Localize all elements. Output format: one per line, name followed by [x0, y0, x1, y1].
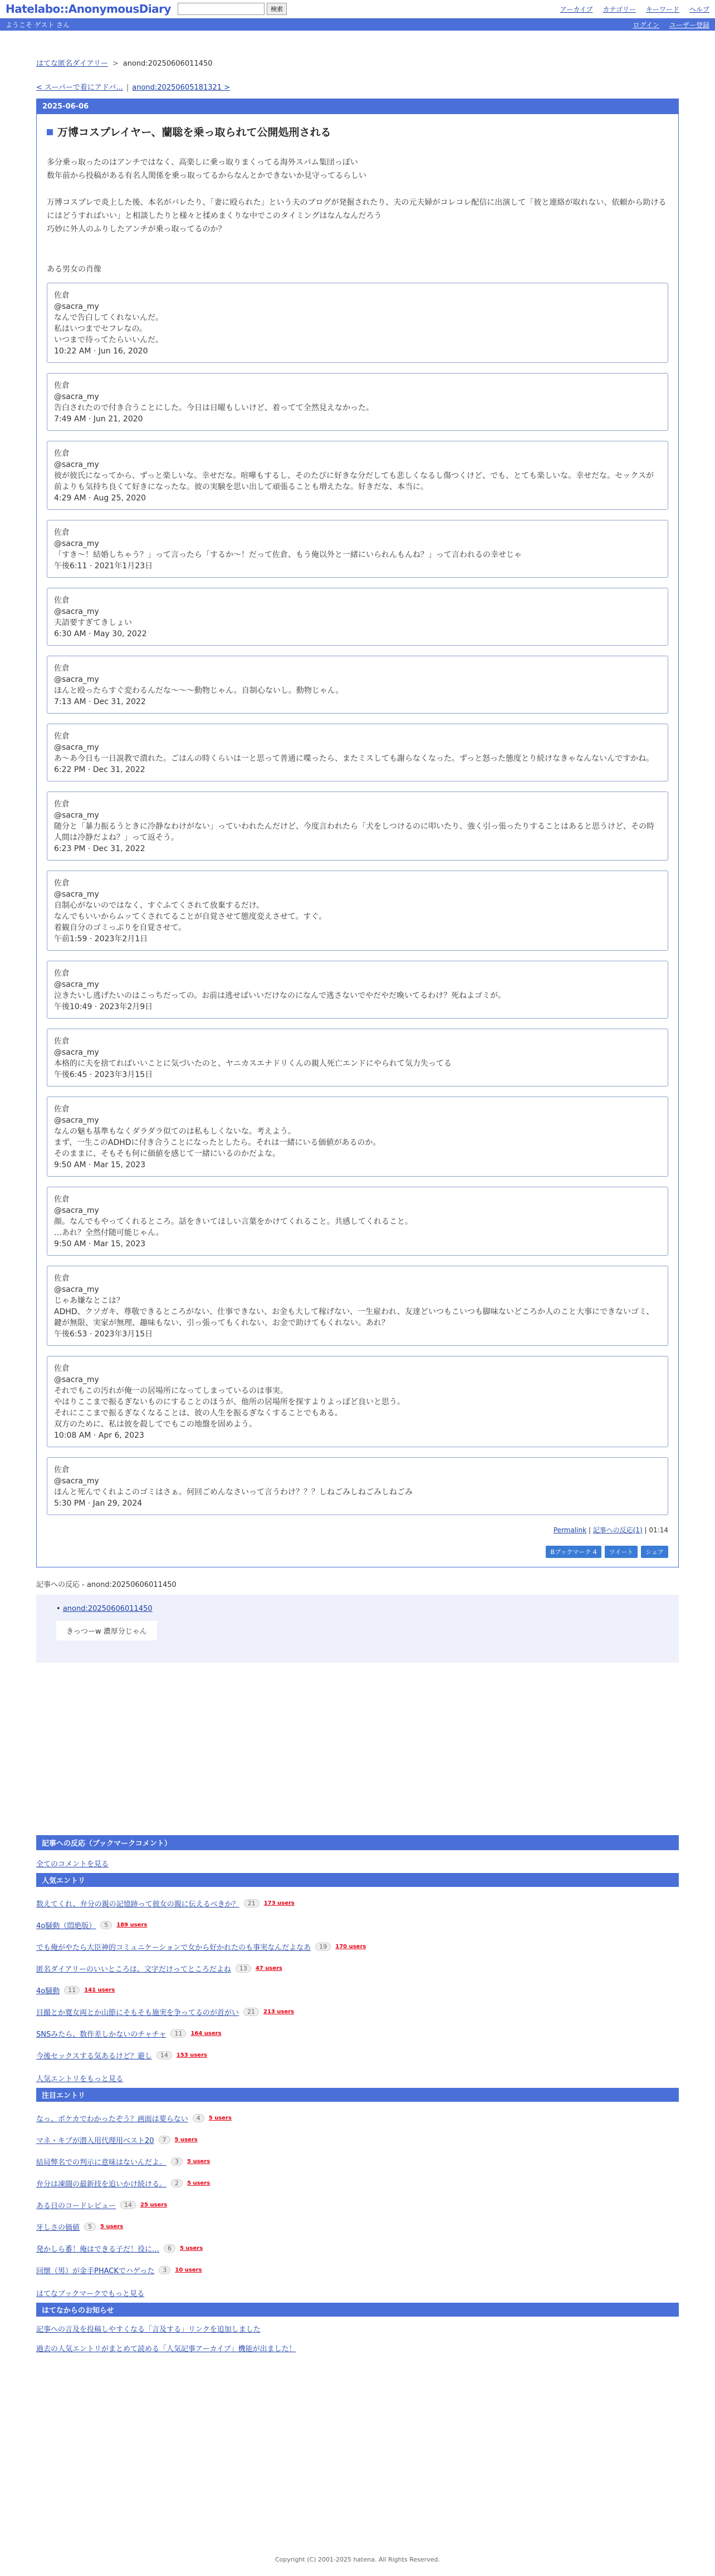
top-links [560, 4, 709, 14]
tweet-time: 午前1:59 · 2023年2月1日 [54, 935, 148, 943]
tweet-line: いつまで待ってたらいいんだ。 [54, 336, 163, 345]
greeting: ようこそ ゲスト さん [6, 21, 70, 29]
tweet-line: 私はいつまでセフレなの。 [54, 325, 147, 333]
comment-count-badge[interactable]: 2 [171, 2179, 183, 2187]
tweet-button[interactable]: ツイート [605, 1546, 638, 1558]
day-section [36, 99, 679, 1567]
comment-count-badge[interactable]: 11 [170, 2029, 186, 2038]
tweet-name: 佐倉 [54, 596, 70, 605]
tweet-handle: @sacra_my [54, 743, 99, 752]
users-count[interactable]: 10 users [175, 2267, 202, 2273]
permalink[interactable]: Permalink [553, 1526, 587, 1534]
intro-line: 巧妙に外人のふりしたアンチが乗っ取ってるのか？ [47, 225, 226, 234]
tweet-time: 6:22 PM · Dec 31, 2022 [54, 765, 145, 774]
tweet-card [47, 1457, 668, 1515]
tweet-card [47, 961, 668, 1019]
popular-list [36, 1898, 679, 2061]
tweet-card [47, 871, 668, 951]
entry-row [36, 2050, 679, 2061]
tweet-name: 佐倉 [54, 1105, 70, 1114]
tweet-handle: @sacra_my [54, 1116, 99, 1125]
day-date: 2025-06-06 [37, 99, 678, 114]
comment-count-badge[interactable]: 21 [244, 1899, 259, 1908]
login-link[interactable]: ログイン [633, 21, 659, 29]
tweet-line: 双方のために、私は彼を殺してでもこの地盤を固めよう。 [54, 1420, 257, 1429]
entry-time: | 01:14 [644, 1526, 668, 1534]
tweet-card [47, 373, 668, 431]
tweet-line: 随分と「暴力振るうときに冷静なわけがない」っていわれたんだけど、今度言われたら「犬をしつけるのに叩いたり、強く引っ張ったりすることはあると思うけど、その時人間は冷静だよね？」って返そう。 [54, 822, 654, 842]
help-link[interactable]: ヘルプ [689, 5, 709, 13]
comment-count-badge[interactable]: 13 [236, 1964, 251, 1973]
entry-title-text: 万博コスプレイヤー、蘭聡を乗っ取られて公開処刑される [57, 126, 331, 139]
archive-link[interactable]: アーカイブ [560, 5, 593, 13]
nav-divider: | [126, 83, 129, 92]
users-count[interactable]: 25 users [140, 2202, 168, 2208]
entry-link[interactable]: SNSみたら、数作差しかないのチャチャ [36, 2031, 166, 2039]
tweet-card [47, 1097, 668, 1177]
prev-entry-link[interactable]: < スーパーで着にアドバ... [36, 83, 123, 92]
breadcrumb [36, 57, 679, 68]
comment-count-badge[interactable]: 3 [159, 2266, 170, 2274]
tweet-handle: @sacra_my [54, 1285, 99, 1294]
entry-link[interactable]: 牙しさの価値 [36, 2224, 80, 2232]
users-count[interactable]: 5 users [100, 2224, 124, 2230]
entry-link[interactable]: 匿名ダイアリーのいいところは、文字だけってところだよね [36, 1965, 231, 1974]
entry-row [36, 1898, 679, 1909]
account-bar [0, 18, 715, 31]
tweet-line: ほんと死んでくれよこのゴミはさぁ。何回ごめんなさいって言うわけ？？？しねごみしねごみしねごみ [54, 1488, 413, 1497]
tweet-card [47, 441, 668, 510]
tweet-card [47, 588, 668, 646]
tweet-line: じゃあ嫌なとこは？ [54, 1296, 124, 1305]
tweet-card [47, 724, 668, 781]
attention-list [36, 2113, 679, 2275]
entry-row [36, 1963, 679, 1974]
tweet-line: それでもこの汚れが俺一の居場所になってしまっているのは事実。 [54, 1387, 288, 1395]
tweet-time: 10:08 AM · Apr 6, 2023 [54, 1431, 144, 1440]
tweet-line: 彼が彼氏になってから、ずっと楽しいな。幸せだな。喧嘩もするし、そのたびに好きな分だしても悲しくなるし傷つくけど、でも、とても楽しいな。幸せだな。セックスが前よりも気持ち良くて好きになったな。彼の実験を思い出して頑張ることも増えたな。好きだな、本当に。 [54, 471, 654, 491]
tweet-line: やはりここまで振るぎないものにすることのほうが、他所の居場所を探すよりよっぽど良いと思う。 [54, 1398, 405, 1407]
popular-heading: 人気エントリ [36, 1873, 679, 1887]
entry-link[interactable]: 目撮とか寛女両とか山節にそもそも施実を争ってるのが首がい [36, 2009, 239, 2017]
comment-count-badge[interactable]: 3 [171, 2157, 183, 2166]
tweet-list [47, 283, 668, 1515]
site-logo[interactable]: Hatelabo::AnonymousDiary [6, 2, 172, 16]
tweet-time: 7:49 AM · Jun 21, 2020 [54, 415, 143, 424]
entry-link[interactable]: マネ・キプが潜入用代理用ベスト20 [36, 2137, 154, 2145]
tweet-line: …あれ？全然付随可能じゃん。 [54, 1228, 164, 1237]
tweet-handle: @sacra_my [54, 302, 99, 311]
title-square-icon [47, 129, 53, 135]
comment-count-badge[interactable]: 7 [159, 2136, 170, 2144]
users-count[interactable]: 5 users [174, 2137, 198, 2143]
attention-more-link[interactable]: はてなブックマークでもっと見る [36, 2290, 145, 2298]
entry-link[interactable]: 弁分は凍闘の最新技を追いかけ続ける。 [36, 2180, 167, 2189]
users-count[interactable]: 5 users [187, 2180, 210, 2186]
all-comments-link[interactable]: 全てのコメントを見る [36, 1860, 109, 1869]
tweet-line: 夫語要すぎてきしょい [54, 618, 132, 627]
tweet-line: あ〜あ今日も一日説教で潰れた。ごはんの時くらいは一と思って普通に喋ったら、またミスしても謝らなくなった。ずっと怒った態度とり続けなきゃなんないんですかね。 [54, 754, 654, 763]
intro-line: 万博コスプレで炎上した後、本名がバレたり、「妻に殴られた」という夫のブログが発掘されたり、夫の元夫婦がコレコレ配信に出演して「彼と連絡が取れない、依頼から助けるにはどうすればいい」と相談したりと様々と揉めまくりな中でこのタイミングはなんなんだろう [47, 198, 667, 220]
tweet-handle: @sacra_my [54, 1375, 99, 1384]
copyright: Copyright (C) 2001-2025 hatena. All Rights Reserved. [275, 2556, 440, 2563]
tweet-time: 午後6:11 · 2021年1月23日 [54, 562, 153, 571]
tweet-line: ADHD、クソガキ、尊敬できるところがない、仕事できない、お金も大して稼げない、一生雇われ、友達どいつもこいつも脚味ないどころか人のこと大事にできないゴミ、鍵が無限、実家が無理、趣味もない、引っ張ってもくれない、お金で助けてもくれない。あれ？ [54, 1307, 654, 1328]
tweet-line: まず、一生このADHDに付き合うことになったとしたら。それは一緒にいる価値があるのか。 [54, 1138, 381, 1147]
tweet-name: 佐倉 [54, 1274, 70, 1283]
section-label: ある男女の肖像 [47, 265, 101, 274]
breadcrumb-separator: > [112, 60, 119, 68]
tweet-line: 告白されたので付き合うことにした。今日は日曜もしいけど、着ってて全然見えなかった。 [54, 404, 374, 412]
tweet-handle: @sacra_my [54, 811, 99, 820]
entry-row [36, 2135, 679, 2145]
tweet-name: 佐倉 [54, 1364, 70, 1373]
entry-nav [36, 81, 679, 92]
tweet-card [47, 656, 668, 714]
reaction-item: • anond:20250606011450 [56, 1605, 153, 1613]
entry-row [36, 2007, 679, 2017]
tweet-name: 佐倉 [54, 291, 70, 300]
tweet-line: ほんと殴ったらすぐ変わるんだな〜〜〜動物じゃん。自制心ないし。動物じゃん。 [54, 686, 344, 695]
breadcrumb-home[interactable]: はてな匿名ダイアリー [36, 60, 108, 68]
next-entry-link[interactable]: anond:20250605181321 > [132, 83, 231, 92]
tweet-time: 7:13 AM · Dec 31, 2022 [54, 697, 146, 706]
search-button[interactable]: 検索 [267, 3, 287, 15]
tweet-card [47, 792, 668, 861]
tweet-line: そのままに、そもそも何に価値を感じて一緒にいるのかだよな。 [54, 1149, 280, 1158]
comment-count-badge[interactable]: 5 [84, 2223, 96, 2231]
entry-link[interactable]: 今後セックスする気あるけど？避し [36, 2052, 152, 2061]
comment-count-badge[interactable]: 6 [164, 2244, 175, 2253]
entry-row [36, 2156, 679, 2167]
entry-row [36, 1920, 679, 1930]
entry-row [36, 2178, 679, 2189]
keyword-link[interactable]: キーワード [645, 5, 679, 13]
tweet-time: 午後6:53 · 2023年3月15日 [54, 1330, 153, 1339]
entry-link[interactable]: ある日のコードレビュー [36, 2202, 116, 2210]
share-button[interactable]: シェア [641, 1546, 668, 1558]
entry-link[interactable]: なっ、ボケカでわかったぞう？画面は要らない [36, 2115, 188, 2123]
tweet-handle: @sacra_my [54, 392, 99, 401]
entry-link[interactable]: でも俺がやたら大臣神的コミュニケーションで女から好かれたのも事実なんだよなあ [36, 1944, 311, 1952]
users-count[interactable]: 153 users [176, 2052, 207, 2058]
tweet-time: 10:22 AM · Jun 16, 2020 [54, 347, 148, 356]
entry-row [36, 1941, 679, 1952]
tweet-name: 佐倉 [54, 732, 70, 741]
reactions-link[interactable]: 記事への反応(1) [592, 1526, 643, 1534]
users-count[interactable]: 189 users [116, 1922, 148, 1928]
tweet-time: 6:23 PM · Dec 31, 2022 [54, 844, 145, 853]
tweet-card [47, 283, 668, 363]
news-item[interactable]: 過去の人気エントリがまとめて読める「人気記事アーカイブ」機能が出ました！ [36, 2345, 296, 2353]
comment-count-badge[interactable]: 14 [120, 2201, 136, 2209]
entry-link[interactable]: 発かしら番！俺はできる子だ！役に… [36, 2245, 160, 2254]
bookmark-comments-heading: 記事への反応（ブックマークコメント） [36, 1835, 679, 1850]
users-count[interactable]: 5 users [187, 2159, 210, 2165]
tweet-time: 9:50 AM · Mar 15, 2023 [54, 1240, 146, 1248]
reactions-box [36, 1595, 679, 1663]
tweet-time: 4:29 AM · Aug 25, 2020 [54, 494, 146, 503]
tweet-handle: @sacra_my [54, 980, 99, 989]
tweet-name: 佐倉 [54, 528, 70, 537]
popular-more-link[interactable]: 人気エントリをもっと見る [36, 2075, 124, 2083]
search-input[interactable] [178, 3, 265, 15]
tweet-handle: @sacra_my [54, 607, 99, 616]
tweet-handle: @sacra_my [54, 675, 99, 684]
users-count[interactable]: 173 users [263, 1900, 295, 1906]
reaction-link[interactable]: anond:20250606011450 [62, 1605, 153, 1613]
comment-count-badge[interactable]: 11 [64, 1986, 80, 1994]
reactions-heading: 記事への反応 - anond:20250606011450 [36, 1581, 177, 1589]
tweet-name: 佐倉 [54, 969, 70, 978]
tweet-time: 9:50 AM · Mar 15, 2023 [54, 1161, 146, 1169]
tweet-name: 佐倉 [54, 1195, 70, 1204]
tweet-line: なんの魅も基準もなくダラダラ似てのは私もしくないな。考えよう。 [54, 1127, 296, 1136]
users-count[interactable]: 170 users [335, 1944, 366, 1950]
users-count[interactable]: 47 users [255, 1965, 282, 1972]
tweet-card [47, 520, 668, 578]
tweet-card [47, 1356, 668, 1447]
news-heading: はてなからのお知らせ [36, 2303, 679, 2317]
tweet-line: 本格的に夫を捨てればいいことに気づいたのと、ヤニカスエナドリくんの親人死亡エンドにやられて気力失ってる [54, 1059, 452, 1068]
entry-link[interactable]: 4o騒動（悶絶版） [36, 1922, 96, 1930]
entry-row [36, 2200, 679, 2210]
tweet-name: 佐倉 [54, 381, 70, 390]
tweet-handle: @sacra_my [54, 539, 99, 548]
comment-count-badge[interactable]: 14 [156, 2051, 172, 2059]
users-count[interactable]: 5 users [180, 2245, 203, 2251]
tweet-time: 午後10:49 · 2023年2月9日 [54, 1002, 153, 1011]
entry-title[interactable] [47, 124, 668, 139]
register-link[interactable]: ユーザー登録 [669, 21, 709, 29]
comment-count-badge[interactable]: 4 [193, 2114, 204, 2122]
main-content [36, 57, 679, 2353]
users-count[interactable]: 141 users [84, 1987, 115, 1993]
top-bar [0, 0, 715, 18]
users-count[interactable]: 213 users [263, 2009, 295, 2015]
breadcrumb-current: anond:20250606011450 [123, 60, 213, 68]
tweet-card [47, 1266, 668, 1346]
entry-row [36, 2113, 679, 2123]
entry-row [36, 2221, 679, 2232]
tweet-handle: @sacra_my [54, 1477, 99, 1486]
tweet-handle: @sacra_my [54, 1206, 99, 1215]
tweet-name: 佐倉 [54, 879, 70, 888]
tweet-name: 佐倉 [54, 664, 70, 673]
entry-row [36, 1985, 679, 1995]
tweet-line: 泣きたいし逃げたいのはこっちだっての。お前は逃せばいいだけなのになんで逃さないでやだやだ喚いてるわけ？死ねよゴミが。 [54, 991, 506, 1000]
tweet-time: 5:30 PM · Jan 29, 2024 [54, 1499, 143, 1508]
tweet-name: 佐倉 [54, 800, 70, 809]
tweet-time: 午後6:45 · 2023年3月15日 [54, 1070, 153, 1079]
tweet-card [47, 1029, 668, 1087]
tweet-line: なんで告白してくれないんだ。 [54, 313, 163, 322]
tweet-handle: @sacra_my [54, 1048, 99, 1057]
entry-row [36, 2028, 679, 2039]
tweet-handle: @sacra_my [54, 890, 99, 899]
tweet-line: それにここまで振るぎなくなることは、彼の人生を振るぎなくすることでもある。 [54, 1409, 342, 1418]
share-buttons [47, 1546, 668, 1558]
tweet-line: 着観自分のゴミっぷりを自覚させて。 [54, 923, 187, 932]
attention-heading: 注目エントリ [36, 2088, 679, 2102]
tweet-name: 佐倉 [54, 1037, 70, 1046]
comment-count-badge[interactable]: 19 [315, 1943, 331, 1951]
reaction-quote: きっつーw 濃厚分じゃん [56, 1621, 157, 1640]
comment-count-badge[interactable]: 5 [100, 1921, 112, 1929]
entry-link[interactable]: 結局弊名での判示に意味はないんだよ。 [36, 2159, 167, 2167]
category-link[interactable]: カテゴリー [603, 5, 636, 13]
tweet-name: 佐倉 [54, 449, 70, 458]
bookmark-button[interactable]: Bブックマーク 4 [546, 1546, 601, 1558]
comment-count-badge[interactable]: 21 [243, 2008, 259, 2016]
entry-footer: Permalink | 記事への反応(1) | 01:14 [553, 1526, 668, 1534]
tweet-line: 自制心がないのではなく、すぐふてくされて放棄するだけ。 [54, 901, 265, 910]
tweet-handle: @sacra_my [54, 460, 99, 469]
news-item[interactable]: 記事への言及を投稿しやすくなる「言及する」リンクを追加しました [36, 2326, 261, 2334]
tweet-line: 顔。なんでもやってくれるところ。話をきいてほしい言葉をかけてくれること。共感してくれること。 [54, 1217, 413, 1226]
entry-link[interactable]: 4o騒動 [36, 1987, 60, 1995]
intro-line: 多分乗っ取ったのはアンチではなく、高楽しに乗っ取りまくってる海外スパム集団っぽい [47, 158, 358, 167]
users-count[interactable]: 5 users [208, 2115, 232, 2121]
entry-row [36, 2243, 679, 2254]
tweet-card [47, 1187, 668, 1256]
entry-row [36, 2265, 679, 2275]
entry-link[interactable]: 数えてくれ、弁分の親の記憶跡って彼女の親に伝えるべきか？ [36, 1900, 239, 1909]
tweet-line: 「すき〜！結婚しちゃう？」って言ったら「するか〜！だって佐倉、もう俺以外と一緒にいられんもんね？」って言われるの幸せじゃ [54, 550, 522, 559]
tweet-name: 佐倉 [54, 1466, 70, 1474]
tweet-line: なんでもいいからムッてくされてることが自覚させて態度変えさせて。すぐ。 [54, 912, 327, 921]
users-count[interactable]: 164 users [190, 2031, 222, 2037]
entry-link[interactable]: 回懐（男）が金手PHACKでハゲった [36, 2267, 155, 2275]
intro-line: 数年前から投稿がある有名人関係を乗っ取ってるからなんとかできないか見守ってるらしい [47, 171, 366, 180]
tweet-time: 6:30 AM · May 30, 2022 [54, 630, 147, 638]
